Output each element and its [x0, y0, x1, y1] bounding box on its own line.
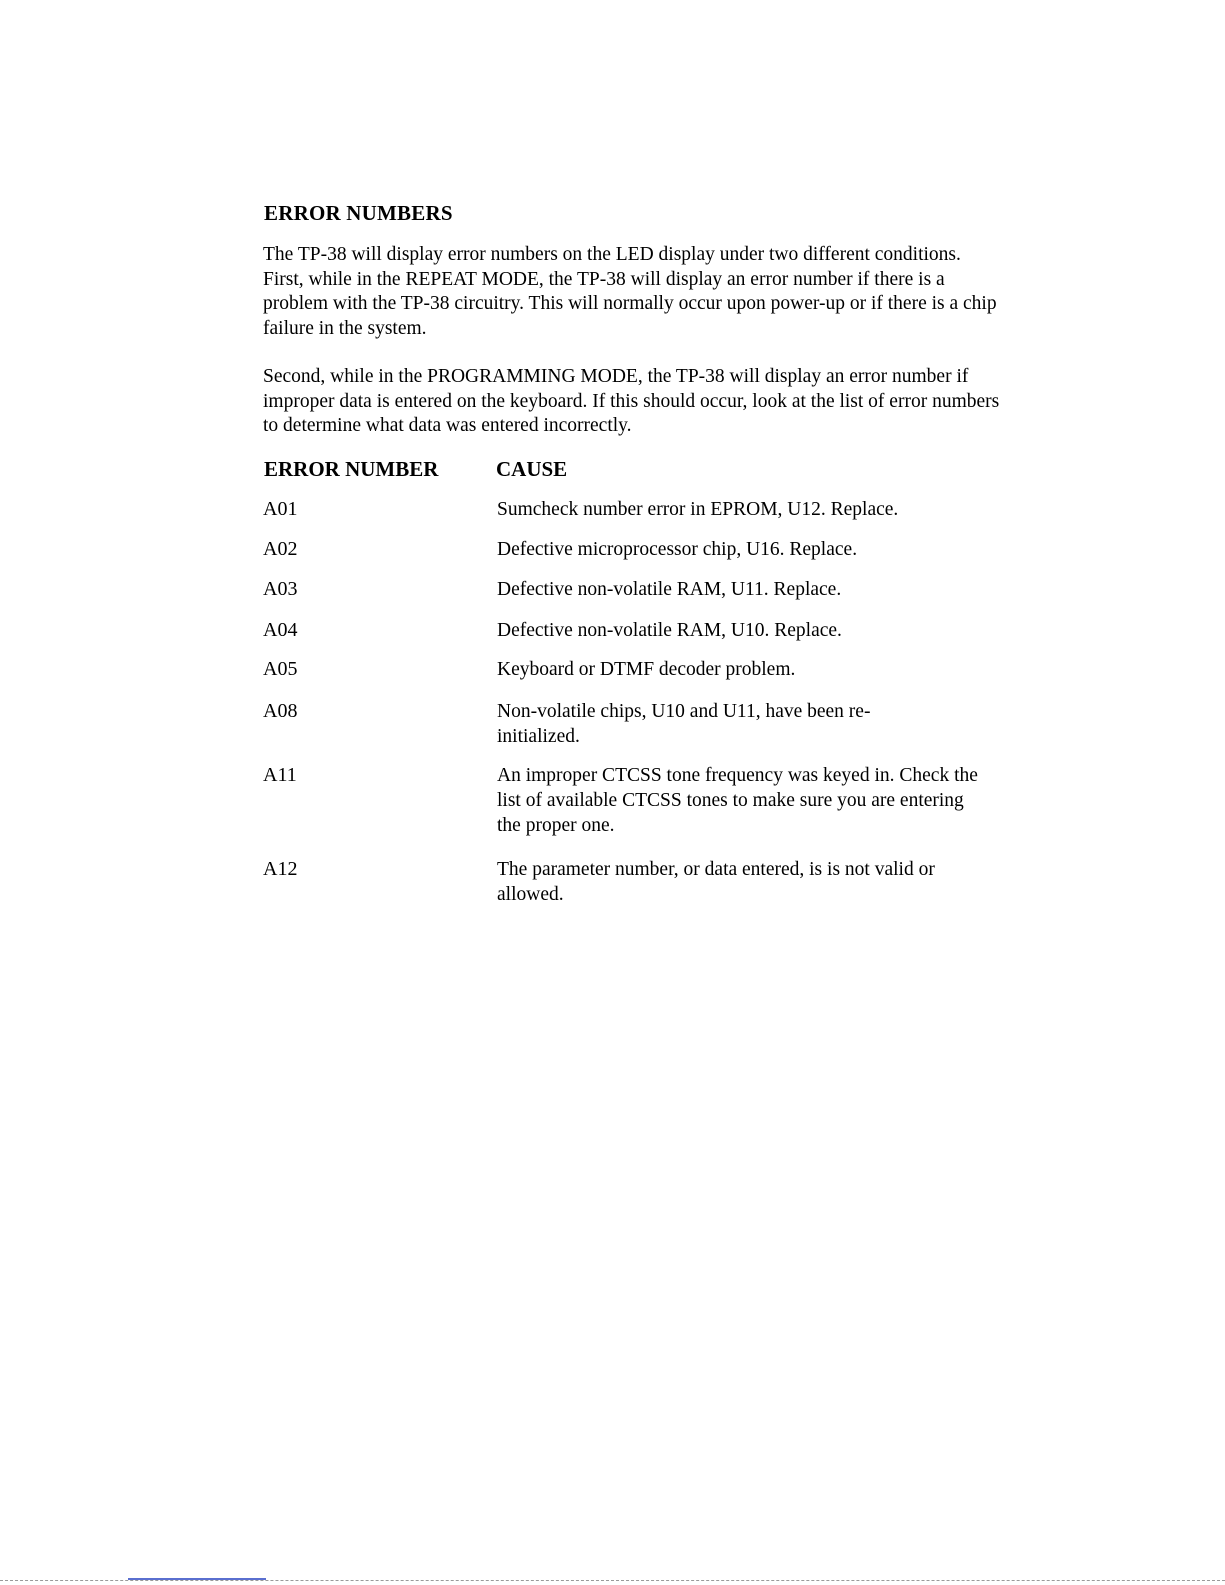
page-bottom-marker [128, 1578, 266, 1580]
error-cause: Non-volatile chips, U10 and U11, have been re-initialized. [497, 701, 871, 747]
column-header-error-number: ERROR NUMBER [264, 457, 439, 481]
error-code: A01 [263, 498, 298, 520]
intro-paragraph: The TP-38 will display error numbers on the LED display under two different conditions. First, while in the REPEAT MODE, the TP-38 will display an error number if there is a problem with the TP-38 circuitry. This will normally occur upon power-up or if there is a chip failure in the system. [263, 244, 997, 339]
error-code: A11 [263, 764, 297, 786]
error-code: A03 [263, 578, 298, 600]
column-header-cause: CAUSE [496, 457, 568, 481]
error-cause: An improper CTCSS tone frequency was keyed in. Check the list of available CTCSS tones to make sure you are entering the proper one. [497, 765, 978, 836]
section-heading: ERROR NUMBERS [264, 201, 453, 225]
error-code: A02 [263, 538, 298, 560]
programming-mode-paragraph: Second, while in the PROGRAMMING MODE, the TP-38 will display an error number if improper data is entered on the keyboard. If this should occur, look at the list of error numbers to determine what data was entered incorrectly. [263, 366, 1000, 436]
error-cause: The parameter number, or data entered, is is not valid or allowed. [497, 859, 935, 905]
error-code: A12 [263, 858, 298, 880]
error-code: A05 [263, 658, 298, 680]
page-bottom-divider [0, 1580, 1225, 1581]
error-code: A08 [263, 700, 298, 722]
error-cause: Sumcheck number error in EPROM, U12. Replace. [497, 499, 899, 520]
error-cause: Defective non-volatile RAM, U10. Replace. [497, 620, 842, 641]
error-code: A04 [263, 619, 298, 641]
error-cause: Defective non-volatile RAM, U11. Replace. [497, 579, 842, 600]
error-cause: Keyboard or DTMF decoder problem. [497, 659, 796, 680]
error-cause: Defective microprocessor chip, U16. Replace. [497, 539, 858, 560]
